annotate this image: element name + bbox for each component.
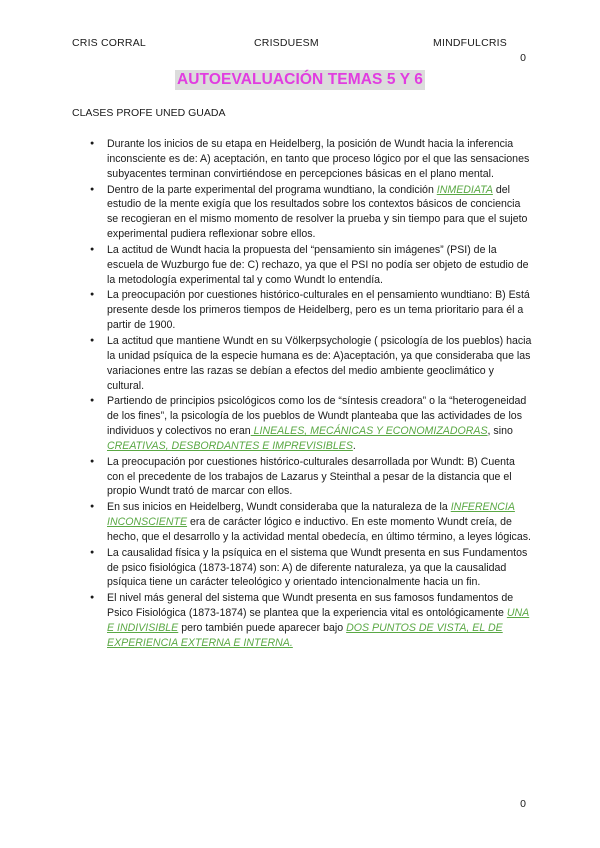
- item-text: era de carácter lógico e inductivo. En este momento Wundt creía, de hecho, que el desarrollo y la actividad mental obedecía, en último término, a leyes lógicas.: [107, 516, 531, 543]
- list-item: [107, 183, 532, 242]
- item-text: pero también puede aparecer bajo: [178, 622, 347, 634]
- item-text: El nivel más general del sistema que Wundt presenta en sus famosos fundamentos de Psico Fisiológica (1873-1874) se plantea que la experiencia vital es ontológicamente: [107, 592, 514, 620]
- item-text: La causalidad física y la psíquica en el sistema que Wundt presenta en sus Fundamentos de psico fisiológica (1873-1874) son: A) de diferente naturaleza, ya que la causalidad psíquica tiene un carácter teleológico y orientado intencionalmente hacia un fin.: [107, 546, 528, 589]
- item-text: En sus inicios en Heidelberg, Wundt consideraba que la naturaleza de la: [107, 501, 451, 514]
- header-handle: MINDFULCRIS: [433, 37, 507, 49]
- list-item: [107, 500, 532, 545]
- list-item: [107, 334, 532, 393]
- page-number-top: 0: [520, 52, 526, 64]
- list-item: [107, 394, 532, 453]
- item-text: La preocupación por cuestiones histórico-culturales en el pensamiento wundtiano: B) Está presente desde los primeros tiempos de Heidelberg, pero es un tema prioritario para él a partir de 1900.: [107, 289, 530, 332]
- question-list: [107, 137, 532, 652]
- page-number-bottom: 0: [520, 798, 526, 810]
- page-title: AUTOEVALUACIÓN TEMAS 5 Y 6: [176, 71, 424, 88]
- item-text: , sino: [487, 425, 513, 438]
- item-text: La actitud que mantiene Wundt en su Völkerpsychologie ( psicología de los pueblos) hacia la unidad psíquica de la especie humana es de: A)aceptación, ya que consideraba que las variaciones entre las razas se debían a efectos del medio ambiente geoclimático y cultural.: [107, 334, 532, 392]
- highlighted-answer: UNA E INDIVISIBLE: [107, 607, 530, 634]
- header-brand: CRISDUESM: [254, 37, 319, 49]
- item-text: del estudio de la mente exigía que los resultados sobre los contextos básicos de conciencia se recogieran en el mismo momento de resolver la prueba y sin tiempo para que el sujeto experimental pudiera reflexionar sobre ellos.: [107, 183, 528, 241]
- highlighted-answer: DOS PUNTOS DE VISTA, EL DE EXPERIENCIA EXTERNA E INTERNA.: [107, 622, 503, 649]
- item-text: Partiendo de principios psicológicos como los de “síntesis creadora” o la “heterogeneidad de los fines”, la psicología de los pueblos de Wundt planteaba que las actividades de los individuos y colectivos no eran: [107, 395, 527, 438]
- highlighted-answer: INMEDIATA: [436, 183, 493, 196]
- list-item: [107, 546, 532, 591]
- item-text: Durante los inicios de su etapa en Heidelberg, la posición de Wundt hacia la inferencia inconsciente es de: A) aceptación, en tanto que proceso lógico por el que las sensaciones subyacentes terminan convirtiéndose en percepciones básicas en el plano mental.: [107, 138, 530, 180]
- item-text: La actitud de Wundt hacia la propuesta del “pensamiento sin imágenes” (PSI) de la escuela de Wuzburgo fue de: C) rechazo, ya que el PSI no podía ser objeto de estudio de la metodología experimental tal y como Wundt lo entendía.: [107, 243, 529, 286]
- highlighted-answer: CREATIVAS, DESBORDANTES E IMPREVISIBLES: [107, 439, 353, 452]
- item-text: Dentro de la parte experimental del programa wundtiano, la condición: [107, 183, 437, 196]
- list-item: [107, 243, 532, 288]
- list-item: [107, 288, 532, 333]
- list-item: [107, 591, 532, 650]
- header-author: CRIS CORRAL: [72, 37, 146, 49]
- highlighted-answer: INFERENCIA INCONSCIENTE: [107, 501, 515, 529]
- list-item: [107, 137, 532, 182]
- item-text: La preocupación por cuestiones histórico-culturales desarrollada por Wundt: B) Cuenta con el precedente de los trabajos de Lazarus y Steinthal a pesar de la distancia que el propio Wundt trató de marcar con ellos.: [107, 455, 515, 498]
- subtitle: CLASES PROFE UNED GUADA: [72, 107, 226, 119]
- highlighted-answer: LINEALES, MECÁNICAS Y ECONOMIZADORAS: [250, 425, 488, 438]
- list-item: [107, 455, 532, 500]
- title-container: [0, 70, 600, 90]
- item-text: .: [352, 439, 356, 452]
